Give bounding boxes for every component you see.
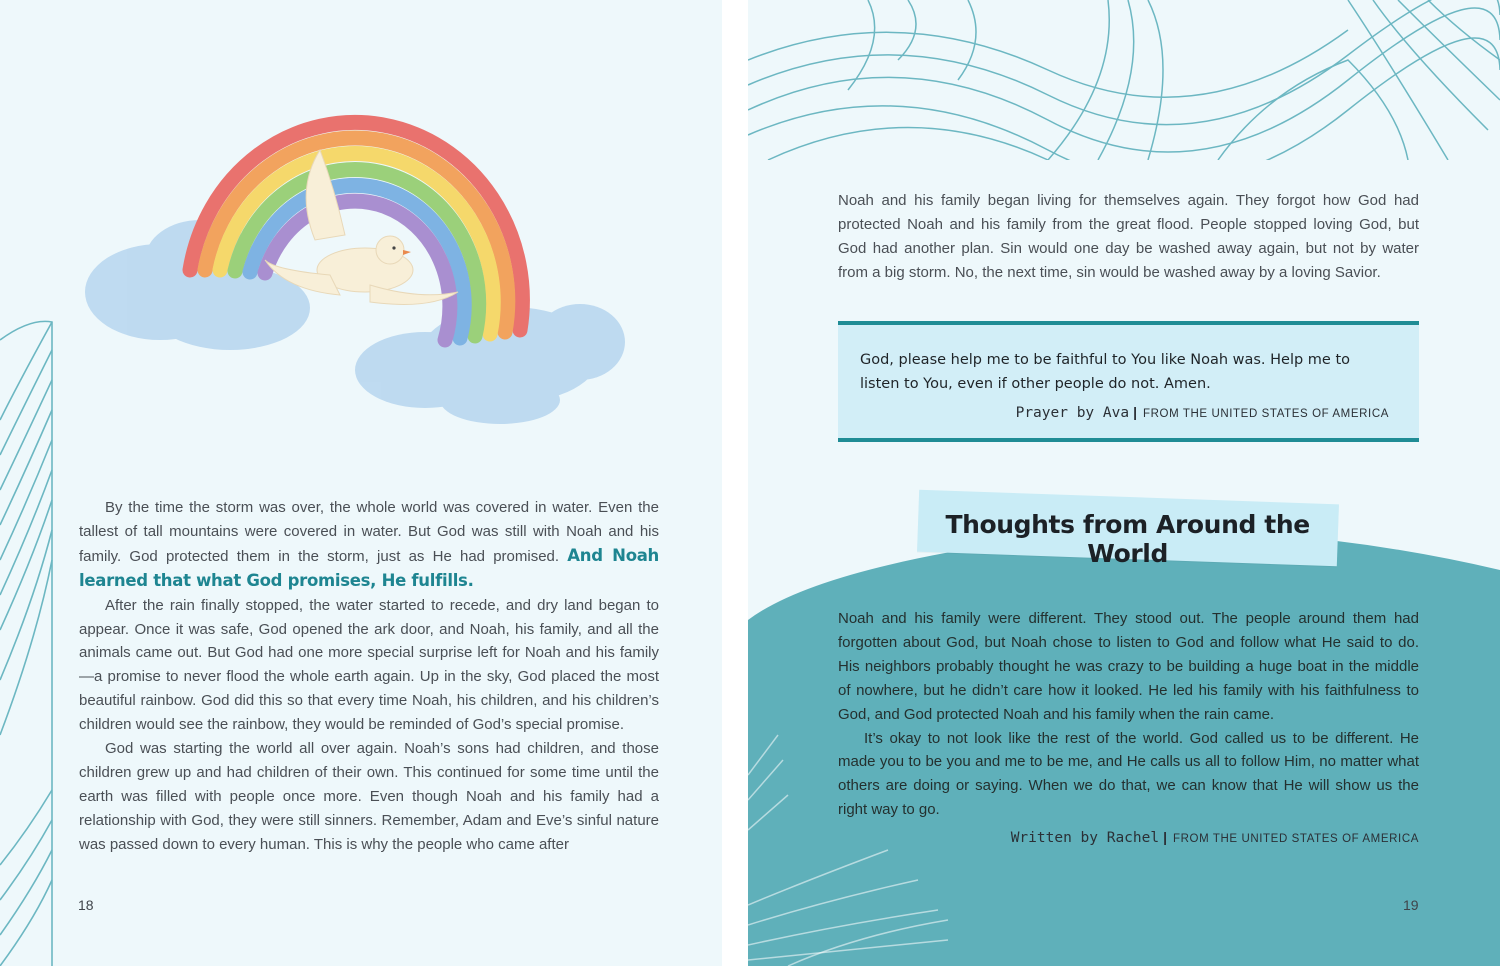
thoughts-banner (917, 490, 1339, 567)
story-paragraph-2: After the rain finally stopped, the water started to recede, and dry land began to appear. Once it was safe, God opened the ark door, and Noah, his family, and all the animals came out. But God had one more special surprise left for Noah and his family—a promise to never flood the whole earth again. Up in the sky, God placed the most beautiful rainbow. God did this so that every time Noah, his children, and his children’s children would see the rainbow, they would be reminded of God’s special promise. (79, 596, 659, 734)
thoughts-author: Written by Rachel (1010, 830, 1160, 846)
thoughts-origin: FROM THE UNITED STATES OF AMERICA (1173, 833, 1419, 845)
intro-paragraph: Noah and his family began living for themselves again. They forgot how God had protected Noah and his family from the great flood. People stopped loving God, but God had another plan. Sin would one day be washed away again, but not by water from a big storm. No, the next time, sin would be washed away by a loving Savior. (838, 192, 1419, 281)
prayer-text: God, please help me to be faithful to You like Noah was. Help me to listen to You, even if other people do not. Amen. (860, 352, 1351, 392)
prayer-box (838, 321, 1419, 442)
prayer-credit (1016, 404, 1389, 421)
credit-separator: | (1163, 829, 1168, 845)
prayer-author: Prayer by Ava (1015, 405, 1130, 421)
thoughts-paragraph-1: Noah and his family were different. They stood out. The people around them had forgotten about God, but Noah chose to listen to God and follow what He said to do. His neighbors probably thought he was crazy to be building a huge boat in the middle of nowhere, but he didn’t care how it looked. He led his family with his faithfulness to God, and God protected Noah and his family when the rain came. (838, 610, 1419, 723)
prayer-origin: FROM THE UNITED STATES OF AMERICA (1143, 408, 1389, 420)
intro-text (838, 189, 1419, 285)
thoughts-text (838, 607, 1419, 822)
thoughts-heading: Thoughts from Around the World (945, 509, 1310, 568)
thoughts-credit (1011, 829, 1419, 846)
story-paragraph-1 (79, 496, 659, 594)
leaf-line-decoration-left (0, 0, 60, 966)
highlighted-promise: And Noah learned that what God promises, He fulfills. (79, 545, 660, 590)
page-number-right: 19 (1403, 897, 1419, 913)
gutter (722, 0, 748, 966)
credit-separator: | (1133, 404, 1138, 420)
left-page (0, 0, 722, 966)
story-paragraph-3: God was starting the world all over again. Noah’s sons had children, and those children grew up and had children of their own. This continued for some time until the earth was filled with people once more. Even though Noah and his family had a relationship with God, they were still sinners. Remember, Adam and Eve’s sinful nature was passed down to every human. This is why the people who came after (79, 740, 659, 853)
right-page (748, 0, 1500, 966)
thoughts-paragraph-2: It’s okay to not look like the rest of the world. God called us to be different. He made you to be you and me to be me, and He calls us all to follow Him, no matter what others are doing or saying. When we do that, we can know that He will show us the right way to go. (838, 729, 1419, 819)
paragraph-text: By the time the storm was over, the whole world was covered in water. Even the tallest of tall mountains were covered in water. But God was still with Noah and his family. God protected them in the storm, just as He had promised. (79, 499, 659, 565)
rainbow-dove-illustration (80, 70, 640, 430)
page-number-left: 18 (78, 897, 94, 913)
story-text (79, 496, 659, 857)
